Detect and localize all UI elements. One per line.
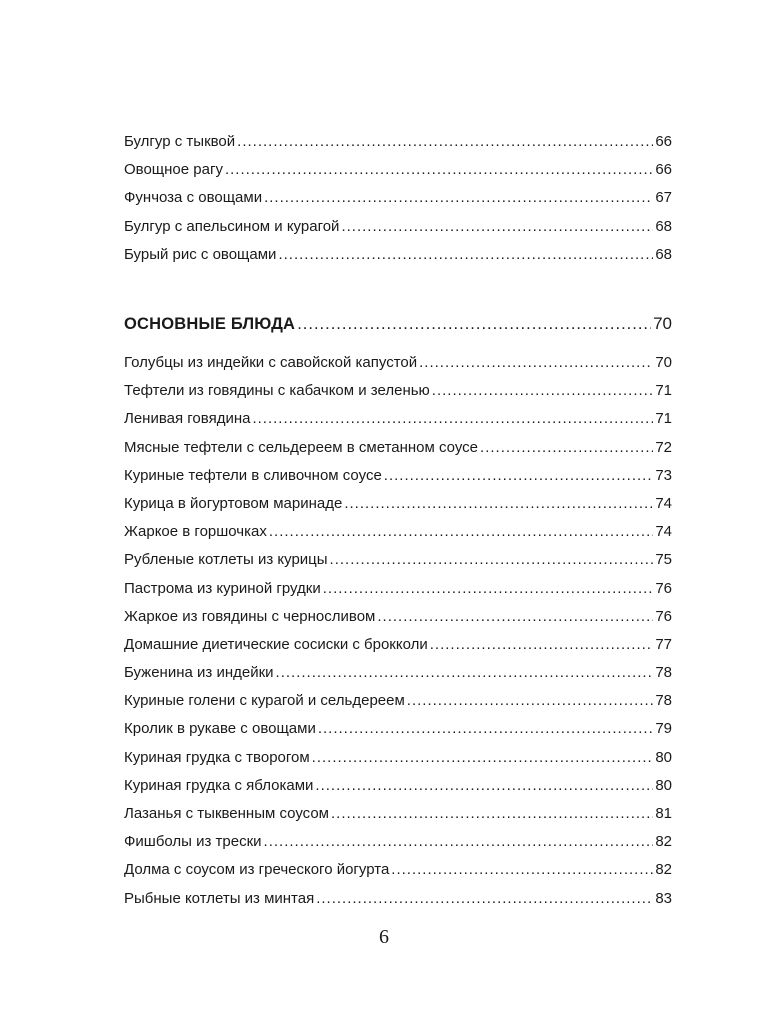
toc-dot-leader bbox=[264, 828, 654, 856]
toc-entry-page: 75 bbox=[655, 551, 672, 569]
toc-entry[interactable] bbox=[124, 184, 672, 212]
toc-dot-leader bbox=[341, 213, 653, 241]
toc-entry-page: 78 bbox=[655, 664, 672, 682]
toc-dot-leader bbox=[480, 434, 653, 462]
toc-dot-leader bbox=[391, 856, 653, 884]
toc-entry[interactable] bbox=[124, 405, 672, 433]
toc-main-list bbox=[124, 349, 672, 913]
toc-entry[interactable] bbox=[124, 434, 672, 462]
toc-entry[interactable] bbox=[124, 856, 672, 884]
toc-entry[interactable] bbox=[124, 490, 672, 518]
toc-dot-leader bbox=[297, 310, 651, 338]
toc-entry[interactable] bbox=[124, 349, 672, 377]
toc-entry[interactable] bbox=[124, 828, 672, 856]
toc-dot-leader bbox=[252, 405, 653, 433]
toc-entry[interactable] bbox=[124, 603, 672, 631]
toc-entry[interactable] bbox=[124, 213, 672, 241]
toc-entry-page: 72 bbox=[655, 438, 672, 456]
toc-entry[interactable] bbox=[124, 518, 672, 546]
toc-entry-title: Буженина из индейки bbox=[124, 664, 274, 682]
toc-entry-page: 79 bbox=[655, 720, 672, 738]
toc-entry-page: 67 bbox=[655, 189, 672, 207]
toc-section-heading[interactable] bbox=[124, 310, 672, 338]
toc-entry-page: 73 bbox=[655, 466, 672, 484]
toc-dot-leader bbox=[237, 128, 653, 156]
toc-entry-page: 77 bbox=[655, 635, 672, 653]
toc-dot-leader bbox=[377, 603, 653, 631]
toc-dot-leader bbox=[419, 349, 653, 377]
page-number: 6 bbox=[379, 926, 389, 948]
toc-entry-page: 81 bbox=[655, 805, 672, 822]
toc-entry-title: Голубцы из индейки с савойской капустой bbox=[124, 354, 418, 371]
toc-entry-title: Рыбные котлеты из минтая bbox=[124, 889, 315, 907]
toc-entry[interactable] bbox=[124, 715, 672, 743]
section-title: ОСНОВНЫЕ БЛЮДА bbox=[124, 315, 296, 333]
toc-entry[interactable] bbox=[124, 156, 672, 184]
toc-dot-leader bbox=[315, 772, 653, 800]
toc-entry-page: 76 bbox=[655, 579, 672, 597]
toc-entry-title: Долма с соусом из греческого йогурта bbox=[124, 861, 390, 879]
toc-entry-title: Фунчоза с овощами bbox=[124, 189, 263, 207]
toc-entry-title: Куриные голени с курагой и сельдереем bbox=[124, 692, 405, 710]
toc-entry-title: Жаркое из говядины с черносливом bbox=[124, 607, 376, 625]
toc-dot-leader bbox=[407, 687, 654, 715]
toc-entry[interactable] bbox=[124, 885, 672, 913]
toc-entry-title: Куриные тефтели в сливочном соусе bbox=[124, 466, 382, 484]
toc-entry-title: Булгур с тыквой bbox=[124, 133, 236, 150]
section-page: 70 bbox=[653, 314, 672, 333]
toc-entry-page: 83 bbox=[655, 889, 672, 907]
toc-entry-page: 82 bbox=[655, 833, 672, 851]
toc-entry[interactable] bbox=[124, 128, 672, 156]
toc-entry-page: 70 bbox=[655, 354, 672, 371]
toc-entry[interactable] bbox=[124, 800, 672, 828]
toc-dot-leader bbox=[225, 156, 653, 184]
toc-dot-leader bbox=[318, 715, 653, 743]
toc-entry-title: Куриная грудка с творогом bbox=[124, 748, 310, 766]
toc-entry-page: 78 bbox=[655, 692, 672, 710]
toc-entry-title: Булгур с апельсином и курагой bbox=[124, 217, 340, 235]
toc-entry[interactable] bbox=[124, 241, 672, 269]
toc-entry-page: 68 bbox=[655, 217, 672, 235]
toc-entry-title: Домашние диетические сосиски с брокколи bbox=[124, 635, 428, 653]
toc-entry[interactable] bbox=[124, 631, 672, 659]
toc-entry[interactable] bbox=[124, 687, 672, 715]
toc-entry-page: 66 bbox=[655, 133, 672, 150]
toc-top-list bbox=[124, 128, 672, 269]
toc-dot-leader bbox=[331, 800, 653, 828]
toc-dot-leader bbox=[430, 631, 654, 659]
toc-entry[interactable] bbox=[124, 377, 672, 405]
toc-dot-leader bbox=[278, 241, 653, 269]
toc-entry-page: 80 bbox=[655, 748, 672, 766]
toc-entry[interactable] bbox=[124, 772, 672, 800]
toc-entry-title: Овощное рагу bbox=[124, 161, 223, 179]
toc-entry-title: Пастрома из куриной грудки bbox=[124, 579, 321, 597]
toc-entry[interactable] bbox=[124, 575, 672, 603]
toc-dot-leader bbox=[269, 518, 653, 546]
toc-entry-title: Кролик в рукаве с овощами bbox=[124, 720, 316, 738]
toc-entry[interactable] bbox=[124, 744, 672, 772]
toc-entry[interactable] bbox=[124, 462, 672, 490]
toc-entry-title: Мясные тефтели с сельдереем в сметанном соусе bbox=[124, 438, 479, 456]
toc-entry-title: Лазанья с тыквенным соусом bbox=[124, 805, 329, 822]
toc-dot-leader bbox=[323, 575, 654, 603]
toc-dot-leader bbox=[432, 377, 654, 405]
toc-entry-title: Курица в йогуртовом маринаде bbox=[124, 494, 343, 512]
toc-entry-page: 71 bbox=[655, 382, 672, 400]
toc-entry-title: Бурый рис с овощами bbox=[124, 245, 277, 263]
toc-entry-page: 68 bbox=[655, 245, 672, 263]
toc-entry-title: Куриная грудка с яблоками bbox=[124, 776, 314, 794]
toc-dot-leader bbox=[276, 659, 654, 687]
toc-entry-title: Рубленые котлеты из курицы bbox=[124, 551, 328, 569]
toc-dot-leader bbox=[264, 184, 653, 212]
toc-entry-page: 82 bbox=[655, 861, 672, 879]
toc-entry-page: 76 bbox=[655, 607, 672, 625]
toc-dot-leader bbox=[384, 462, 654, 490]
toc-dot-leader bbox=[316, 885, 653, 913]
toc-entry-page: 80 bbox=[655, 776, 672, 794]
toc-entry-title: Ленивая говядина bbox=[124, 410, 251, 428]
toc-entry-title: Жаркое в горшочках bbox=[124, 523, 267, 541]
toc-dot-leader bbox=[344, 490, 653, 518]
toc-entry-title: Тефтели из говядины с кабачком и зеленью bbox=[124, 382, 430, 400]
toc-entry-title: Фишболы из трески bbox=[124, 833, 262, 851]
toc-entry[interactable] bbox=[124, 546, 672, 574]
toc-dot-leader bbox=[330, 546, 654, 574]
toc-entry-page: 71 bbox=[655, 410, 672, 428]
toc-entry-page: 66 bbox=[655, 161, 672, 179]
toc-entry-page: 74 bbox=[655, 523, 672, 541]
toc-dot-leader bbox=[312, 744, 654, 772]
toc-entry-page: 74 bbox=[655, 494, 672, 512]
toc-entry[interactable] bbox=[124, 659, 672, 687]
